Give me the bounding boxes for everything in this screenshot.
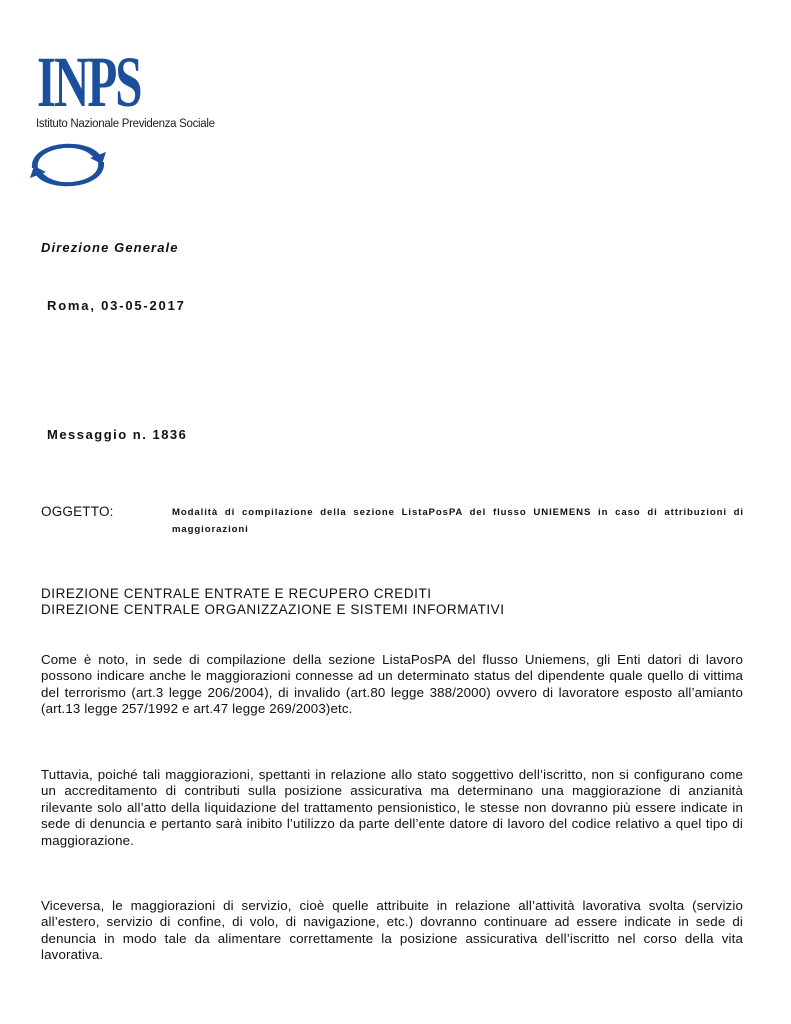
oggetto-text: Modalità di compilazione della sezione ListaPosPA del flusso UNIEMENS in caso di attribuzioni di maggiorazioni (172, 507, 744, 535)
direzione-generale: Direzione Generale (41, 240, 179, 255)
oggetto-label: OGGETTO: (41, 504, 114, 519)
logo-subtitle: Istituto Nazionale Previdenza Sociale (36, 118, 215, 130)
body-paragraph-1: Come è noto, in sede di compilazione della sezione ListaPosPA del flusso Uniemens, gli Enti datori di lavoro possono indicare anche le maggiorazioni connesse ad un determinato status del dipendente quale quello di vittima del terrorismo (art.3 legge 206/2004), di invalido (art.80 legge 388/2000) ovvero di lavoratore esposto all’amianto (art.13 legge 257/1992 e art.47 legge 269/2003)etc. (41, 652, 743, 717)
body-paragraph-3: Viceversa, le maggiorazioni di servizio, cioè quelle attribuite in relazione all’attività lavorativa svolta (servizio all’estero, servizio di confine, di volo, di navigazione, etc.) dovranno continuare ad essere indicate in sede di denuncia in modo tale da alimentare correttamente la posizione assicurativa dell’iscritto nel corso della vita lavorativa. (41, 898, 743, 963)
logo-wordmark: INPS (37, 42, 141, 122)
document-date: Roma, 03-05-2017 (47, 298, 186, 313)
recipient-entrate: DIREZIONE CENTRALE ENTRATE E RECUPERO CREDITI (41, 586, 432, 601)
recipient-organizzazione: DIREZIONE CENTRALE ORGANIZZAZIONE E SISTEMI INFORMATIVI (41, 602, 505, 617)
message-number: Messaggio n. 1836 (47, 427, 188, 442)
recipients (41, 586, 505, 618)
inps-logo (36, 42, 256, 196)
body-paragraph-2: Tuttavia, poiché tali maggiorazioni, spettanti in relazione allo stato soggettivo dell’iscritto, non si configurano come un accreditamento di contributi sulla posizione assicurativa ma determinano una maggiorazione di anzianità rilevante solo all’atto della liquidazione del trattamento pensionistico, le stesse non dovranno più essere indicate in sede di denuncia e pertanto sarà inibito l’utilizzo da parte dell’ente datore di lavoro del codice relativo a quel tipo di maggiorazione. (41, 767, 743, 848)
logo-swirl-icon (26, 138, 110, 190)
